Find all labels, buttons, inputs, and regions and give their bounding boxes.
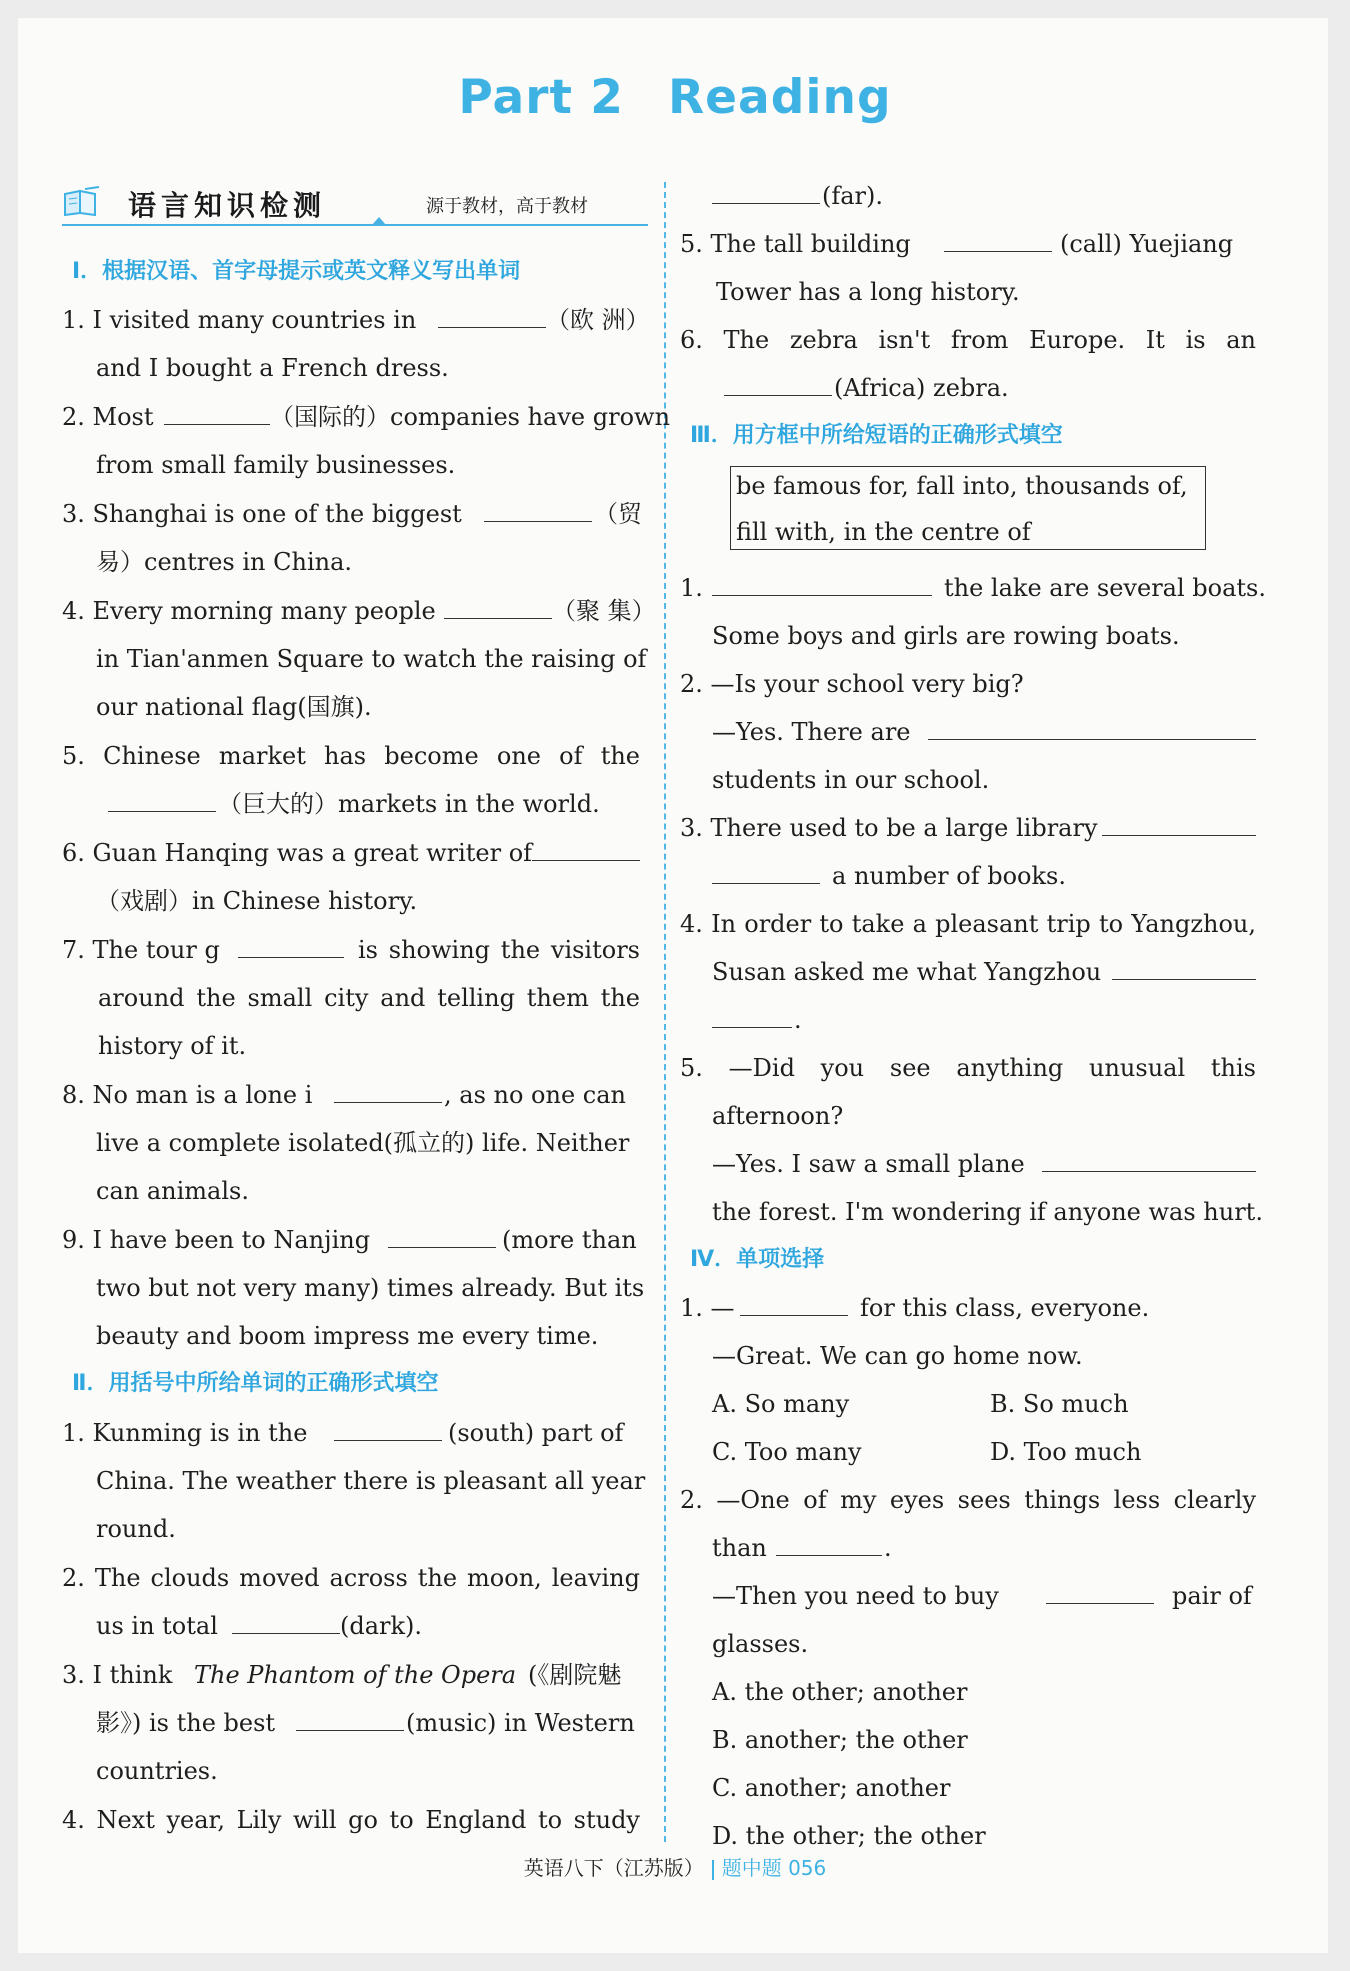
question-line: （聚 集） xyxy=(552,597,656,625)
question-line: （国际的）companies have grown xyxy=(270,403,671,431)
question-line: China. The weather there is pleasant all year xyxy=(96,1467,646,1495)
question-line: history of it. xyxy=(98,1032,247,1060)
question-line: （戏剧）in Chinese history. xyxy=(96,887,418,915)
question-line: 2. —Is your school very big? xyxy=(680,670,1024,698)
question-line: （巨大的）markets in the world. xyxy=(218,790,600,818)
question-line: 4. In order to take a pleasant trip to Yangzhou, xyxy=(680,910,1256,938)
answer-blank[interactable] xyxy=(296,1699,404,1747)
answer-blank[interactable] xyxy=(740,1284,848,1332)
answer-blank[interactable] xyxy=(712,564,932,612)
answer-blank[interactable] xyxy=(164,393,270,441)
question-line: —Great. We can go home now. xyxy=(712,1342,1083,1370)
question-line: the forest. I'm wondering if anyone was hurt. xyxy=(712,1198,1263,1226)
question-line: , as no one can xyxy=(444,1081,626,1109)
answer-blank[interactable] xyxy=(1102,804,1256,852)
question-line: 1. I visited many countries in xyxy=(62,306,417,334)
question-line: 1. xyxy=(680,574,703,602)
answer-blank[interactable] xyxy=(1112,948,1256,996)
answer-blank[interactable] xyxy=(944,220,1052,268)
question-line: 8. No man is a lone i xyxy=(62,1081,313,1109)
question-line: (south) part of xyxy=(448,1419,624,1447)
question-line: 2. The clouds moved across the moon, leaving xyxy=(62,1564,640,1592)
question-line: glasses. xyxy=(712,1630,809,1658)
answer-blank[interactable] xyxy=(928,708,1256,756)
question-line: students in our school. xyxy=(712,766,990,794)
question-line: 3. There used to be a large library xyxy=(680,814,1098,842)
question-line: Susan asked me what Yangzhou xyxy=(712,958,1102,986)
answer-blank[interactable] xyxy=(444,587,552,635)
question-line: . xyxy=(884,1534,892,1562)
answer-blank[interactable] xyxy=(334,1071,442,1119)
question-line: 6. The zebra isn't from Europe. It is an xyxy=(680,326,1256,354)
question-line: pair of xyxy=(1172,1582,1252,1610)
section-heading-4: Ⅳ．单项选择 xyxy=(690,1247,825,1272)
section-heading-1: Ⅰ．根据汉语、首字母提示或英文释义写出单词 xyxy=(72,259,521,284)
question-line: can animals. xyxy=(96,1177,249,1205)
answer-blank[interactable] xyxy=(388,1216,496,1264)
question-line: (dark). xyxy=(340,1612,423,1640)
section-heading-3: Ⅲ．用方框中所给短语的正确形式填空 xyxy=(690,423,1063,448)
option-b[interactable]: B. another; the other xyxy=(712,1726,968,1754)
question-line: the lake are several boats. xyxy=(944,574,1266,602)
question-line: afternoon? xyxy=(712,1102,844,1130)
answer-blank[interactable] xyxy=(1046,1572,1154,1620)
question-line: countries. xyxy=(96,1757,218,1785)
title-word: Reading xyxy=(667,70,892,125)
question-line: 5. The tall building xyxy=(680,230,911,258)
answer-blank[interactable] xyxy=(484,490,592,538)
question-line: —Yes. There are xyxy=(712,718,911,746)
section-heading-2: Ⅱ．用括号中所给单词的正确形式填空 xyxy=(72,1371,439,1396)
question-line: —Yes. I saw a small plane xyxy=(712,1150,1025,1178)
option-d[interactable]: D. the other; the other xyxy=(712,1822,986,1850)
title-part: Part 2 xyxy=(458,70,624,125)
question-line: is showing the visitors xyxy=(358,936,640,964)
question-line: 易）centres in China. xyxy=(96,548,353,576)
option-a[interactable]: A. So many xyxy=(712,1390,850,1418)
question-line: around the small city and telling them the xyxy=(98,984,640,1012)
answer-blank[interactable] xyxy=(1042,1140,1256,1188)
question-line: than xyxy=(712,1534,767,1562)
answer-blank[interactable] xyxy=(334,1409,442,1457)
question-line: 5. —Did you see anything unusual this xyxy=(680,1054,1256,1082)
answer-blank[interactable] xyxy=(724,364,832,412)
answer-blank[interactable] xyxy=(238,926,344,974)
question-line: 5. Chinese market has become one of the xyxy=(62,742,640,770)
option-b[interactable]: B. So much xyxy=(990,1390,1129,1418)
question-line: (Africa) zebra. xyxy=(834,374,1009,402)
footer-separator xyxy=(712,1860,714,1880)
question-line: (《剧院魅 xyxy=(528,1661,622,1689)
banner-title: 语言知识检测 xyxy=(128,189,327,222)
answer-blank[interactable] xyxy=(108,780,216,828)
phrase-box-line: fill with, in the centre of xyxy=(736,518,1031,546)
option-c[interactable]: C. Too many xyxy=(712,1438,862,1466)
option-c[interactable]: C. another; another xyxy=(712,1774,951,1802)
book-icon xyxy=(62,186,102,216)
question-line: 4. Every morning many people xyxy=(62,597,436,625)
question-line: 3. Shanghai is one of the biggest xyxy=(62,500,462,528)
question-line: 3. I think xyxy=(62,1661,173,1689)
banner-subtitle: 源于教材，高于教材 xyxy=(426,196,588,217)
section-banner xyxy=(62,182,648,226)
question-line: 2. —One of my eyes sees things less clearly xyxy=(680,1486,1256,1514)
question-line: 4. Next year, Lily will go to England to study xyxy=(62,1806,640,1834)
page-title xyxy=(0,70,1350,125)
question-line: us in total xyxy=(96,1612,218,1640)
option-d[interactable]: D. Too much xyxy=(990,1438,1142,1466)
answer-blank[interactable] xyxy=(438,296,546,344)
question-line: 9. I have been to Nanjing xyxy=(62,1226,371,1254)
question-line: (far). xyxy=(822,182,884,210)
question-line: two but not very many) times already. But its xyxy=(96,1274,645,1302)
option-a[interactable]: A. the other; another xyxy=(712,1678,968,1706)
answer-blank[interactable] xyxy=(776,1524,882,1572)
question-line: Some boys and girls are rowing boats. xyxy=(712,622,1180,650)
question-line: live a complete isolated(孤立的) life. Neither xyxy=(96,1129,630,1157)
question-line: for this class, everyone. xyxy=(860,1294,1150,1322)
question-line: and I bought a French dress. xyxy=(96,354,449,382)
answer-blank[interactable] xyxy=(232,1602,340,1650)
question-line: —Then you need to buy xyxy=(712,1582,999,1610)
question-line: (more than xyxy=(502,1226,637,1254)
answer-blank[interactable] xyxy=(712,996,792,1044)
opera-title: The Phantom of the Opera xyxy=(194,1661,517,1689)
question-line: 1. Kunming is in the xyxy=(62,1419,308,1447)
question-line: round. xyxy=(96,1515,176,1543)
footer-series: 题中题 xyxy=(721,1856,782,1880)
page-number: 056 xyxy=(788,1856,827,1880)
question-line: 1. — xyxy=(680,1294,735,1322)
question-line: （贸 xyxy=(594,500,642,528)
question-line: in Tian'anmen Square to watch the raising of xyxy=(96,645,647,673)
question-line: . xyxy=(794,1006,802,1034)
page-footer xyxy=(0,1852,1350,1881)
question-line: from small family businesses. xyxy=(96,451,456,479)
question-line: 2. Most xyxy=(62,403,154,431)
question-line: （欧 洲） xyxy=(546,306,650,334)
question-line: our national flag(国旗). xyxy=(96,693,372,721)
question-line: beauty and boom impress me every time. xyxy=(96,1322,599,1350)
footer-book: 英语八下（江苏版） xyxy=(523,1856,704,1880)
answer-blank[interactable] xyxy=(712,172,820,220)
answer-blank[interactable] xyxy=(532,829,640,877)
question-line: (call) Yuejiang xyxy=(1060,230,1234,258)
question-line: Tower has a long history. xyxy=(716,278,1020,306)
question-line: 影》) is the best xyxy=(96,1709,276,1737)
banner-underline xyxy=(62,224,648,226)
answer-blank[interactable] xyxy=(712,852,820,900)
question-line: 7. The tour g xyxy=(62,936,220,964)
question-line: 6. Guan Hanqing was a great writer of xyxy=(62,839,533,867)
question-line: (music) in Western xyxy=(406,1709,635,1737)
phrase-box-line: be famous for, fall into, thousands of, xyxy=(736,472,1188,500)
question-line: a number of books. xyxy=(832,862,1066,890)
